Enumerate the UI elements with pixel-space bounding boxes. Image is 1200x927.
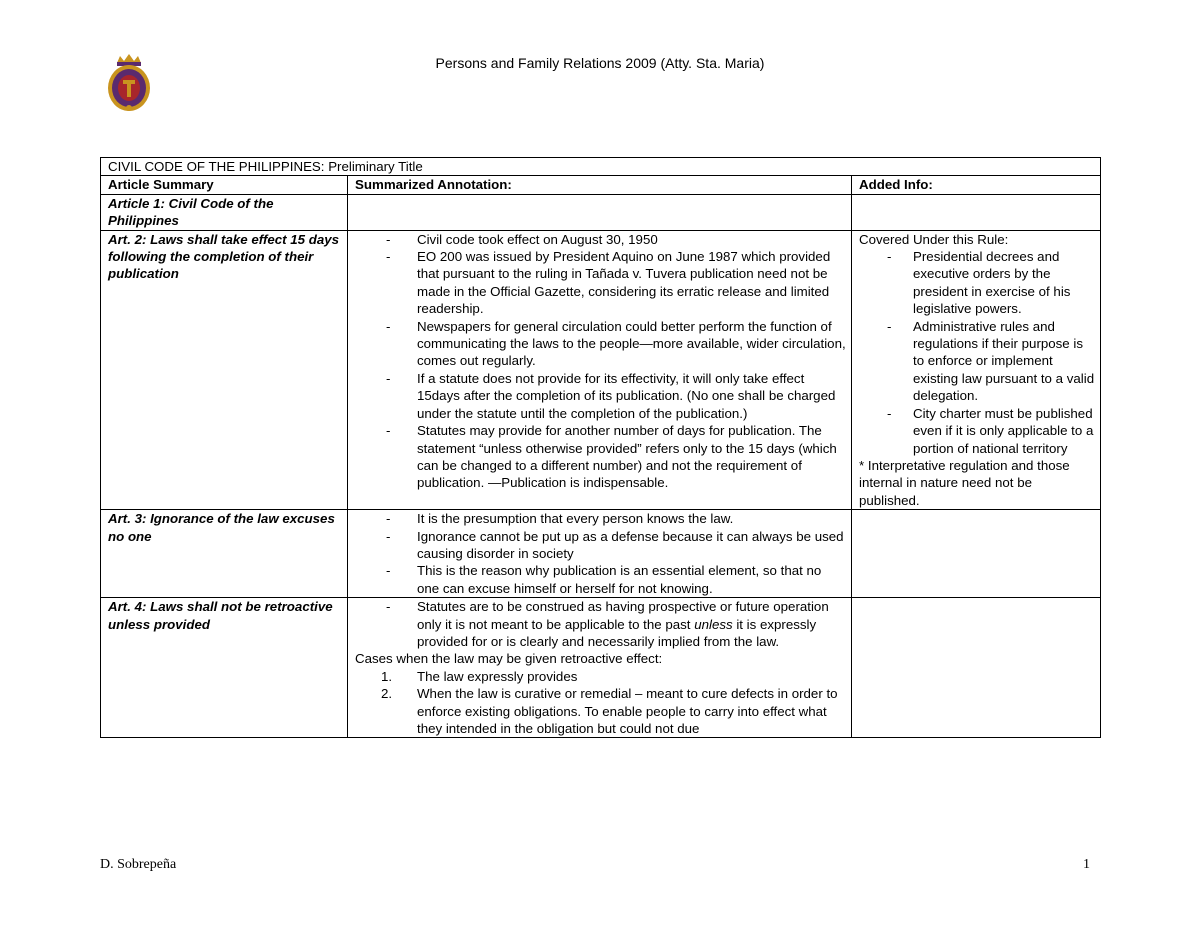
annotation-emphasis: unless (694, 616, 733, 632)
info-cell (852, 194, 1101, 230)
table-row (101, 510, 1101, 598)
page-number: 1 (1083, 857, 1090, 872)
column-header-article: Article Summary (101, 176, 348, 194)
list-item: - Civil code took effect on August 30, 1950 (355, 231, 846, 248)
list-item (355, 685, 846, 737)
column-header-annotation: Summarized Annotation: (348, 176, 852, 194)
annotation-cell (348, 230, 852, 510)
list-item: - Newspapers for general circulation could better perform the function of communicating the laws to the people—more available, wider circulation, comes out regularly. (355, 318, 846, 370)
table-row (101, 230, 1101, 510)
list-number: 1. (381, 668, 393, 684)
column-header-info: Added Info: (852, 176, 1101, 194)
list-text: When the law is curative or remedial – meant to cure defects in order to enforce existing obligations. To enable people to carry into effect what they intended in the obligation but could not due (417, 686, 838, 736)
list-item (355, 668, 846, 685)
list-item: - City charter must be published even if it is only applicable to a portion of national territory (859, 405, 1095, 457)
annotation-text: it is expressly provided for or is clearly and necessarily implied from the law. (417, 616, 817, 649)
annotation-cell (348, 598, 852, 738)
list-text: The law expressly provides (417, 668, 578, 684)
list-item: - Administrative rules and regulations if their purpose is to enforce or implement existing law pursuant to a valid delegation. (859, 318, 1095, 405)
info-cell (852, 598, 1101, 738)
list-item: - If a statute does not provide for its effectivity, it will only take effect 15days after the completion of its publication. (No one shall be charged under the statute until the completion of the publication.) (355, 370, 846, 422)
info-cell (852, 510, 1101, 598)
table-header-row (101, 176, 1101, 194)
list-item: - This is the reason why publication is an essential element, so that no one can excuse himself or herself for not knowing. (355, 562, 846, 597)
list-item (355, 598, 846, 650)
table-title: CIVIL CODE OF THE PHILIPPINES: Preliminary Title (101, 158, 1101, 176)
annotation-text: Statutes are to be construed as having prospective or future operation only it is not meant to be applicable to the past (417, 599, 829, 632)
list-item: - Statutes may provide for another number of days for publication. The statement “unless otherwise provided” refers only to the 15 days (which can be changed to a different number) and not the requirement of publication. —Publication is indispensable. (355, 422, 846, 492)
list-item: - Ignorance cannot be put up as a defense because it can always be used causing disorder in society (355, 528, 846, 563)
list-item: - EO 200 was issued by President Aquino on June 1987 which provided that pursuant to the ruling in Tañada v. Tuvera publication need not be made in the Official Gazette, considering its erratic release and limited readership. (355, 248, 846, 318)
list-number: 2. (381, 686, 393, 702)
annotation-cell (348, 194, 852, 230)
list-item: - Presidential decrees and executive orders by the president in exercise of his legislative powers. (859, 248, 1095, 318)
article-summary: Article 1: Civil Code of the Philippines (101, 194, 348, 230)
table-row (101, 598, 1101, 738)
university-seal-icon (106, 53, 152, 113)
civil-code-table (100, 157, 1101, 738)
info-cell (852, 230, 1101, 510)
page-header-title: Persons and Family Relations 2009 (Atty. Sta. Maria) (435, 55, 765, 71)
annotation-cell (348, 510, 852, 598)
info-intro: Covered Under this Rule: (859, 231, 1009, 247)
list-item: - It is the presumption that every person knows the law. (355, 510, 846, 527)
footer-author: D. Sobrepeña (100, 857, 177, 872)
article-summary: Art. 2: Laws shall take effect 15 days following the completion of their publication (101, 230, 348, 510)
table-title-row (101, 158, 1101, 176)
article-summary: Art. 4: Laws shall not be retroactive unless provided (101, 598, 348, 738)
info-note: * Interpretative regulation and those internal in nature need not be published. (859, 457, 1070, 508)
article-summary: Art. 3: Ignorance of the law excuses no one (101, 510, 348, 598)
cases-intro: Cases when the law may be given retroactive effect: (355, 651, 663, 667)
table-row (101, 194, 1101, 230)
